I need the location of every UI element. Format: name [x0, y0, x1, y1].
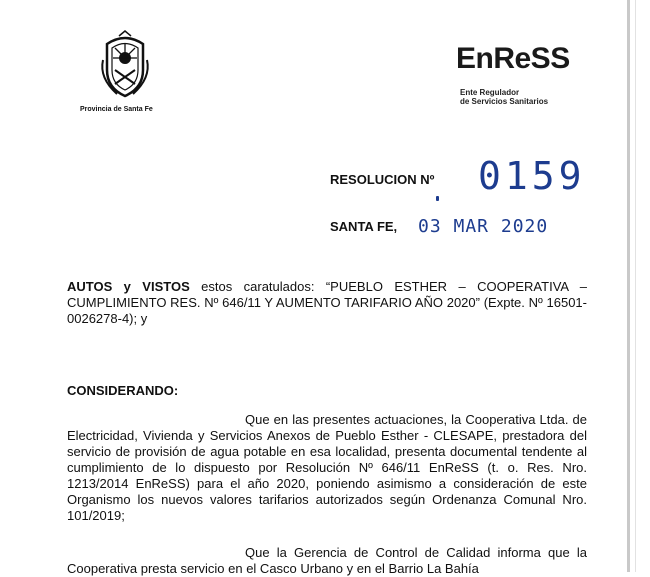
autos-text: estos caratulados: “PUEBLO ESTHER – COOPERATIVA – CUMPLIMIENTO RES. Nº 646/11 Y AUMENTO TARIFARIO AÑO 2020” (Expte. Nº 16501-0026278-4); y: [67, 279, 587, 326]
paragraph-1-text: Que en las presentes actuaciones, la Cooperativa Ltda. de Electricidad, Vivienda y Servicios Anexos de Pueblo Esther - CLESAPE, prestadora del servicio de provisión de agua potable en esa localidad, presenta documental tendente al cumplimiento de lo dispuesto por Resolución Nº 646/11 EnReSS (t. o. Res. Nro. 1213/2014 EnReSS) para el año 2020, poniendo asimismo a consideración de este Organismo los nuevos valores tarifarios autorizados según Ordenanza Comunal Nro. 101/2019;: [67, 412, 587, 523]
date-label: SANTA FE,: [330, 219, 398, 234]
page-edge-shadow: [635, 0, 636, 572]
resolution-number: 0159: [478, 154, 586, 198]
autos-lead: AUTOS y VISTOS: [67, 279, 190, 294]
paragraph-2-text: Que la Gerencia de Control de Calidad informa que la Cooperativa presta servicio en el Casco Urbano y en el Barrio La Bahía: [67, 545, 587, 576]
considerando-heading: CONSIDERANDO:: [67, 383, 179, 398]
resolution-label: RESOLUCION Nº: [330, 172, 435, 187]
considerando-paragraph-1: [67, 412, 587, 524]
enress-subtitle: [460, 88, 548, 106]
enress-subtitle-line1: Ente Regulador: [460, 88, 520, 97]
coat-of-arms-icon: [95, 30, 155, 100]
considerando-paragraph-2: [67, 545, 587, 577]
enress-subtitle-line2: de Servicios Sanitarios: [460, 97, 549, 106]
page-edge: [627, 0, 630, 572]
enress-logo: EnReSS: [456, 42, 570, 75]
stamp-mark: [436, 196, 439, 201]
autos-paragraph: [67, 279, 587, 327]
province-label: Provincia de Santa Fe: [80, 106, 153, 113]
date-stamp: 03 MAR 2020: [418, 216, 549, 237]
